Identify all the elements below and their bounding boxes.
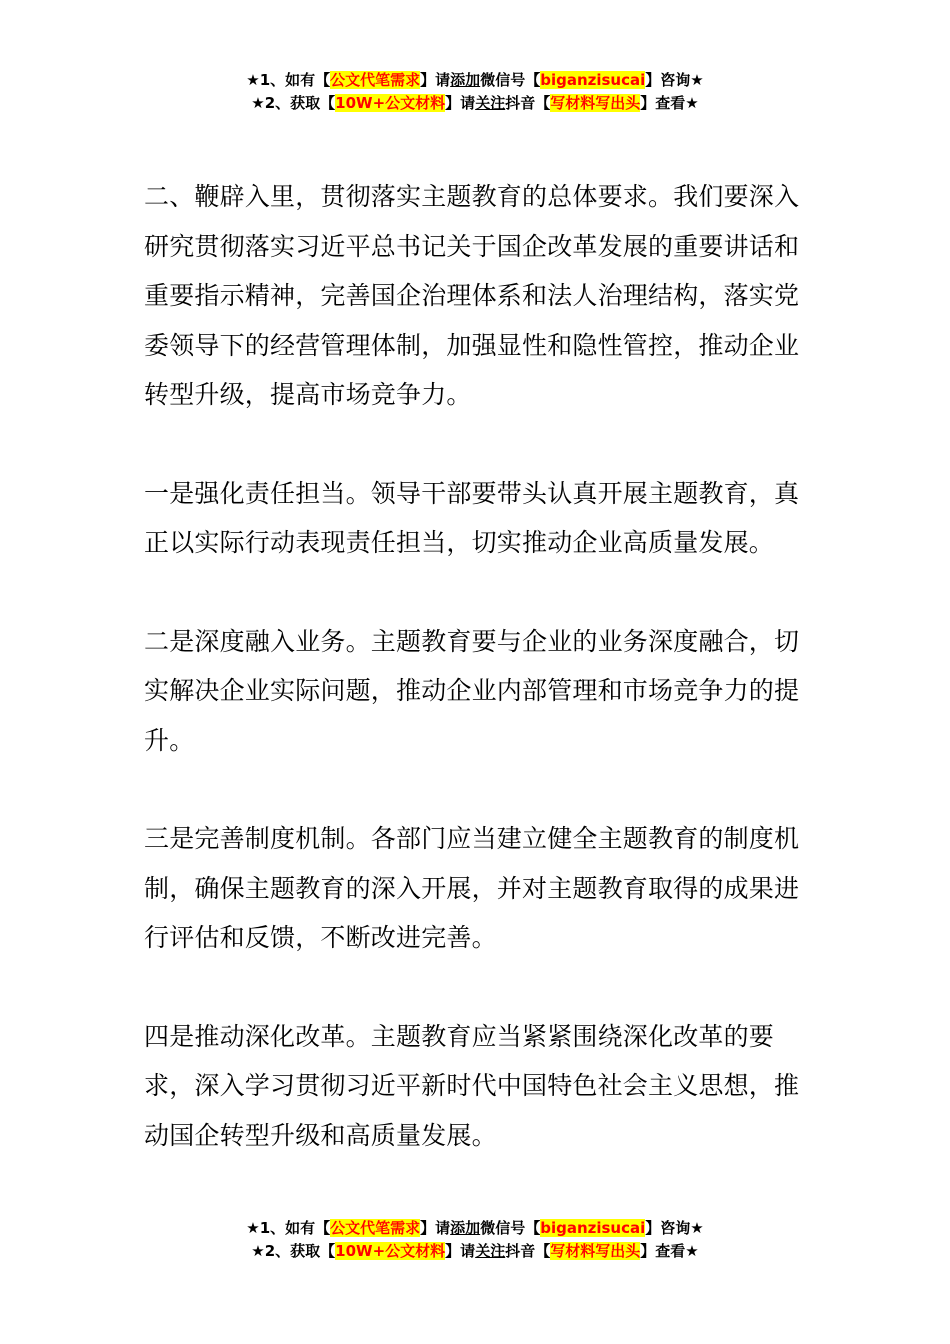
banner-text: 抖音【 <box>505 1242 551 1260</box>
banner-text: 1、如有【 <box>259 71 331 89</box>
paragraph-point-two: 二是深度融入业务。主题教育要与企业的业务深度融合，切实解决企业实际问题，推动企业内部管理和市场竞争力的提升。 <box>144 626 800 755</box>
highlight-wechat-id: biganzisucai <box>540 1219 646 1237</box>
star-icon: ★ <box>690 71 704 89</box>
banner-text: 1、如有【 <box>259 1219 331 1237</box>
banner-line-1 <box>0 1217 950 1240</box>
banner-text: 】请 <box>420 71 451 89</box>
document-body <box>144 172 808 1209</box>
highlight-douyin-account: 写材料写出头 <box>550 94 641 112</box>
banner-line-1 <box>0 69 950 92</box>
banner-line-2 <box>0 92 950 115</box>
banner-line-2 <box>0 1240 950 1263</box>
highlight-service: 公文代笔需求 <box>330 71 421 89</box>
banner-text: 微信号【 <box>480 71 541 89</box>
banner-text: 2、获取【 <box>264 94 336 112</box>
banner-text: 】查看 <box>640 1242 686 1260</box>
star-icon: ★ <box>246 1219 260 1237</box>
highlight-materials: 10W+公文材料 <box>335 1242 446 1260</box>
star-icon: ★ <box>246 71 260 89</box>
banner-text: 】咨询 <box>645 71 691 89</box>
highlight-service: 公文代笔需求 <box>330 1219 421 1237</box>
banner-text: 】查看 <box>640 94 686 112</box>
banner-text: 2、获取【 <box>264 1242 336 1260</box>
paragraph-point-one: 一是强化责任担当。领导干部要带头认真开展主题教育，真正以实际行动表现责任担当，切实推动企业高质量发展。 <box>144 478 800 557</box>
emphasis-add: 添加 <box>450 71 481 89</box>
highlight-douyin-account: 写材料写出头 <box>550 1242 641 1260</box>
emphasis-follow: 关注 <box>475 94 506 112</box>
emphasis-add: 添加 <box>450 1219 481 1237</box>
star-icon: ★ <box>685 94 699 112</box>
star-icon: ★ <box>251 1242 265 1260</box>
banner-text: 微信号【 <box>480 1219 541 1237</box>
highlight-wechat-id: biganzisucai <box>540 71 646 89</box>
emphasis-follow: 关注 <box>475 1242 506 1260</box>
highlight-materials: 10W+公文材料 <box>335 94 446 112</box>
header-banner <box>0 69 950 115</box>
banner-text: 抖音【 <box>505 94 551 112</box>
star-icon: ★ <box>685 1242 699 1260</box>
paragraph-section-two: 二、鞭辟入里，贯彻落实主题教育的总体要求。我们要深入研究贯彻落实习近平总书记关于国企改革发展的重要讲话和重要指示精神，完善国企治理体系和法人治理结构，落实党委领导下的经营管理体制，加强显性和隐性管控，推动企业转型升级，提高市场竞争力。 <box>144 182 800 409</box>
star-icon: ★ <box>251 94 265 112</box>
paragraph-point-four: 四是推动深化改革。主题教育应当紧紧围绕深化改革的要求，深入学习贯彻习近平新时代中国特色社会主义思想，推动国企转型升级和高质量发展。 <box>144 1021 800 1150</box>
paragraph-point-three: 三是完善制度机制。各部门应当建立健全主题教育的制度机制，确保主题教育的深入开展，并对主题教育取得的成果进行评估和反馈，不断改进完善。 <box>144 824 800 952</box>
banner-text: 】请 <box>420 1219 451 1237</box>
banner-text: 】咨询 <box>645 1219 691 1237</box>
banner-text: 】请 <box>445 94 476 112</box>
footer-banner <box>0 1217 950 1263</box>
banner-text: 】请 <box>445 1242 476 1260</box>
star-icon: ★ <box>690 1219 704 1237</box>
